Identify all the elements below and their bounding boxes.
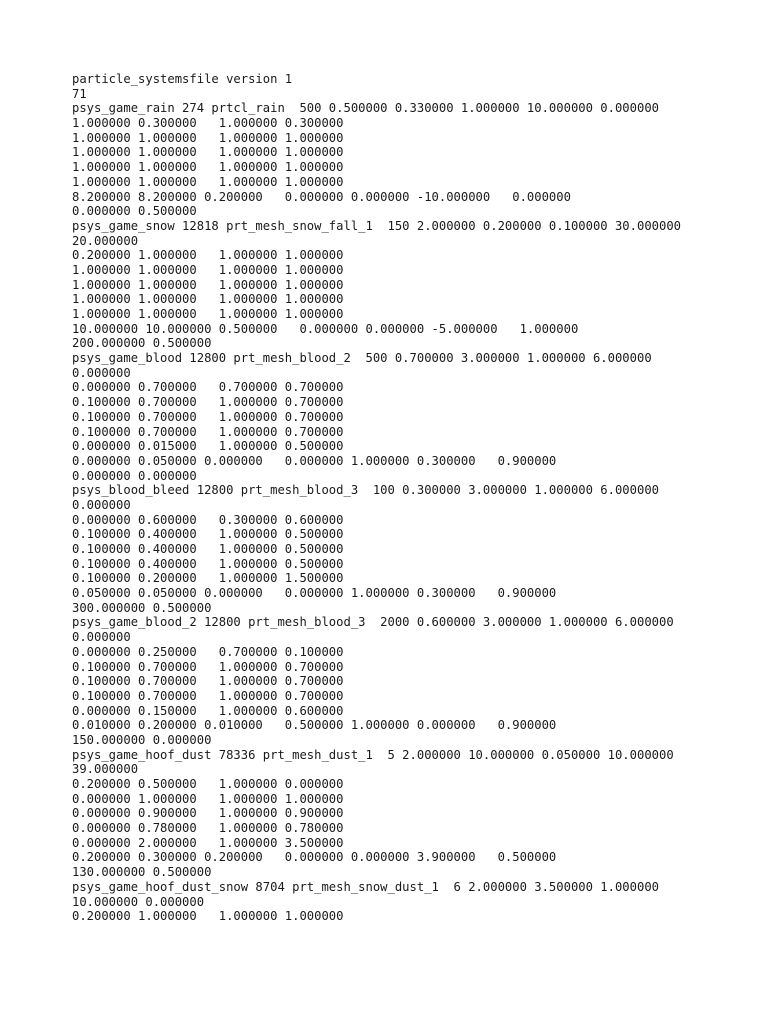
text-line: 0.100000 0.700000 1.000000 0.700000 xyxy=(72,395,344,410)
text-line: 1.000000 1.000000 1.000000 1.000000 xyxy=(72,145,344,160)
text-line: 71 xyxy=(72,86,87,101)
text-line: 10.000000 10.000000 0.500000 0.000000 0.000000 -5.000000 1.000000 xyxy=(72,321,579,336)
document-text xyxy=(72,72,732,924)
text-line: 0.000000 0.780000 1.000000 0.780000 xyxy=(72,821,344,836)
text-line: 0.200000 1.000000 1.000000 1.000000 xyxy=(72,909,344,924)
text-line: psys_game_snow 12818 prt_mesh_snow_fall_1 150 2.000000 0.200000 0.100000 30.000000 xyxy=(72,218,682,233)
text-line: 0.100000 0.200000 1.000000 1.500000 xyxy=(72,571,344,586)
text-line: 0.100000 0.400000 1.000000 0.500000 xyxy=(72,527,344,542)
text-line: particle_systemsfile version 1 xyxy=(72,72,293,86)
text-line: 0.000000 0.050000 0.000000 0.000000 1.000000 0.300000 0.900000 xyxy=(72,453,557,468)
text-line: 0.000000 0.250000 0.700000 0.100000 xyxy=(72,644,344,659)
text-line: 0.000000 0.000000 xyxy=(72,468,197,483)
text-line: 130.000000 0.500000 xyxy=(72,865,212,880)
text-line: 300.000000 0.500000 xyxy=(72,600,212,615)
text-line: 1.000000 1.000000 1.000000 1.000000 xyxy=(72,130,344,145)
text-line: 1.000000 1.000000 1.000000 1.000000 xyxy=(72,277,344,292)
text-line: psys_game_hoof_dust 78336 prt_mesh_dust_1 5 2.000000 10.000000 0.050000 10.000000 xyxy=(72,747,674,762)
text-line: psys_blood_bleed 12800 prt_mesh_blood_3 100 0.300000 3.000000 1.000000 6.000000 xyxy=(72,483,659,498)
text-line: 0.000000 1.000000 1.000000 1.000000 xyxy=(72,791,344,806)
text-line: 0.100000 0.400000 1.000000 0.500000 xyxy=(72,542,344,556)
text-line: 0.000000 0.500000 xyxy=(72,204,197,219)
text-line: 0.000000 2.000000 1.000000 3.500000 xyxy=(72,835,344,850)
text-line: 0.000000 0.150000 1.000000 0.600000 xyxy=(72,703,344,718)
text-line: 1.000000 1.000000 1.000000 1.000000 xyxy=(72,292,344,307)
text-line: 1.000000 1.000000 1.000000 1.000000 xyxy=(72,262,344,277)
text-line: 0.000000 0.600000 0.300000 0.600000 xyxy=(72,512,344,527)
text-line: 200.000000 0.500000 xyxy=(72,336,212,351)
text-line: 0.100000 0.400000 1.000000 0.500000 xyxy=(72,556,344,571)
text-line: 39.000000 xyxy=(72,762,139,777)
text-line: 0.000000 xyxy=(72,630,131,645)
text-line: 0.000000 0.900000 1.000000 0.900000 xyxy=(72,806,344,821)
text-line: 0.200000 1.000000 1.000000 1.000000 xyxy=(72,248,344,263)
text-line: 0.100000 0.700000 1.000000 0.700000 xyxy=(72,659,344,674)
text-line: 1.000000 1.000000 1.000000 1.000000 xyxy=(72,160,344,175)
text-line: 20.000000 xyxy=(72,233,139,248)
text-line: 0.100000 0.700000 1.000000 0.700000 xyxy=(72,674,344,689)
text-line: psys_game_blood_2 12800 prt_mesh_blood_3 2000 0.600000 3.000000 1.000000 6.000000 xyxy=(72,615,674,630)
text-line: 0.000000 0.700000 0.700000 0.700000 xyxy=(72,380,344,395)
text-line: psys_game_blood 12800 prt_mesh_blood_2 500 0.700000 3.000000 1.000000 6.000000 xyxy=(72,351,652,366)
text-line: psys_game_rain 274 prtcl_rain 500 0.500000 0.330000 1.000000 10.000000 0.000000 xyxy=(72,101,659,116)
text-line: 0.000000 0.015000 1.000000 0.500000 xyxy=(72,439,344,454)
text-line: 150.000000 0.000000 xyxy=(72,732,212,747)
text-line: 1.000000 0.300000 1.000000 0.300000 xyxy=(72,116,344,131)
text-line: 0.050000 0.050000 0.000000 0.000000 1.000000 0.300000 0.900000 xyxy=(72,586,557,601)
text-line: 0.200000 0.300000 0.200000 0.000000 0.000000 3.900000 0.500000 xyxy=(72,850,557,865)
text-line: psys_game_hoof_dust_snow 8704 prt_mesh_snow_dust_1 6 2.000000 3.500000 1.000000 xyxy=(72,879,659,894)
text-line: 0.200000 0.500000 1.000000 0.000000 xyxy=(72,777,344,791)
text-line: 0.010000 0.200000 0.010000 0.500000 1.000000 0.000000 0.900000 xyxy=(72,718,557,733)
text-line: 0.000000 xyxy=(72,365,131,380)
text-line: 1.000000 1.000000 1.000000 1.000000 xyxy=(72,307,344,321)
text-line: 0.100000 0.700000 1.000000 0.700000 xyxy=(72,424,344,439)
text-line: 10.000000 0.000000 xyxy=(72,894,205,909)
text-line: 8.200000 8.200000 0.200000 0.000000 0.000000 -10.000000 0.000000 xyxy=(72,189,571,204)
text-line: 1.000000 1.000000 1.000000 1.000000 xyxy=(72,174,344,189)
text-line: 0.100000 0.700000 1.000000 0.700000 xyxy=(72,409,344,424)
text-line: 0.100000 0.700000 1.000000 0.700000 xyxy=(72,688,344,703)
text-line: 0.000000 xyxy=(72,497,131,512)
